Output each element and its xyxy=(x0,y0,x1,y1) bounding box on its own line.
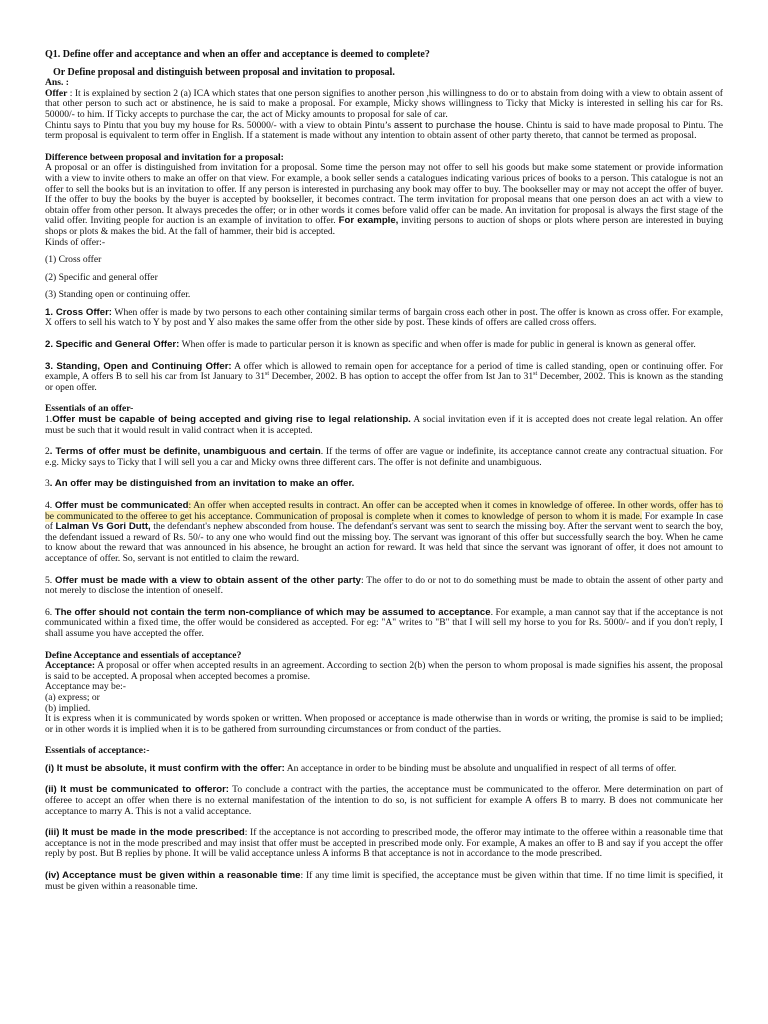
item-number: 4. xyxy=(45,500,55,511)
essential-text: . If the terms of offer are vague or indefinite, its acceptance cannot create any contractual situation. For e.g. Micky says to Ticky that I will sell you a car and Micky owns three different cars. The offer is not definite and unambiguous. xyxy=(45,446,723,468)
answer-label: Ans. : xyxy=(45,77,69,89)
essential-label: (iii) It must be made in the mode prescribed xyxy=(45,827,245,839)
item-number: 6. xyxy=(45,606,55,618)
essential-label: Offer must be made with a view to obtain assent of the other party xyxy=(54,574,362,586)
cross-offer-text: When offer is made by two persons to each other containing similar terms of bargain cross each other in post. The offer is known as cross offer. For example, X offers to sell his watch to Y by post and Y also makes the same offer from the other side by post. These kinds of offers are called cross offers. xyxy=(45,306,723,329)
cross-offer-label: 1. Cross Offer: xyxy=(45,306,112,318)
essential-3 xyxy=(45,479,723,490)
essential-text: : The offer to do or not to do something must be made to obtain the assent of other party and not merely to disclose the intention of oneself. xyxy=(45,574,724,597)
essential-text: A social invitation even if it is accepted does not create legal relation. An offer must be such that it would result in valid contract when it is accepted. xyxy=(45,414,723,436)
offer-paragraph xyxy=(45,89,723,121)
kind-item: (2) Specific and general offer xyxy=(45,271,158,283)
essential-label: . An offer may be distinguished from an invitation to make an offer. xyxy=(49,478,355,490)
specific-offer-text: When offer is made to particular person it is known as specific and when offer is made for public in general is known as general offer. xyxy=(179,339,696,351)
essential-2 xyxy=(45,447,723,468)
item-number: 5. xyxy=(45,574,55,586)
difference-heading: Difference between proposal and invitation for a proposal: xyxy=(45,151,284,163)
essential-label: (iv) Acceptance must be given within a reasonable time xyxy=(45,870,301,882)
chintu-text-a: Chintu says to Pintu that you buy my house for Rs. 50000/- with a view to obtain Pintu’s xyxy=(45,119,394,131)
essential-label: (i) It must be absolute, it must confirm with the offer: xyxy=(45,762,285,774)
acceptance-may-be: Acceptance may be:- xyxy=(45,681,126,693)
kind-item: (1) Cross offer xyxy=(45,254,102,266)
chintu-paragraph xyxy=(45,121,723,142)
essential-1 xyxy=(45,415,723,436)
offer-label: Offer xyxy=(45,87,68,99)
acceptance-essentials-heading: Essentials of acceptance:- xyxy=(45,745,150,757)
essential-label: Offer must be communicated xyxy=(54,500,189,511)
ordinal-sup: st xyxy=(533,371,538,378)
essentials-heading: Essentials of an offer- xyxy=(45,403,134,415)
item-number: 2 xyxy=(45,446,50,458)
standing-offer-text: December, 2002. This is known as the standing or open offer. xyxy=(45,371,723,393)
essential-label: (ii) It must be communicated to offeror: xyxy=(45,784,230,796)
express-paragraph: It is express when it is communicated by words spoken or written. When proposed or acceptance is made otherwise than in words or writing, the promise is said to be implied; or in other words it is implied when it is to be gathered from surrounding circumstances or from conduct of the parties. xyxy=(45,713,723,735)
question-alt: Or Define proposal and distinguish between proposal and invitation to proposal. xyxy=(53,66,395,78)
standing-offer-label: 3. Standing, Open and Continuing Offer: xyxy=(45,360,232,372)
acceptance-paragraph xyxy=(45,661,723,682)
standing-offer-paragraph xyxy=(45,362,723,394)
essential-5 xyxy=(45,576,723,597)
essential-text: For example In case of xyxy=(45,510,724,533)
acceptance-essential-3 xyxy=(45,828,723,860)
essential-6 xyxy=(45,608,723,640)
ordinal-sup: st xyxy=(265,371,270,378)
essential-text: To conclude a contract with the parties, the acceptance must be communicated to the offeror. Mere determination on part of offeree to accept an offer when there is no external manifestation of the intention to do so, is not sufficient for example A offers B to marry. B does not communicate her acceptance to marry A. This is not a valid acceptance. xyxy=(45,784,723,817)
item-number: 1. xyxy=(45,414,53,426)
case-name: Lalman Vs Gori Dutt, xyxy=(55,521,151,533)
essential-label: The offer should not contain the term non-compliance of which may be assumed to acceptance xyxy=(54,606,491,618)
essential-text: the defendant's nephew absconded from house. The defendant's servant was sent to search the missing boy. After the servant went to search the boy, the defendant issued a reward of Rs. 50/- to any one who would find out the missing boy. The servant was ignorant of this offer but successfully search the boy. When he came to know about the reward that was announced in his absence, he brought an action for reward. It was held that since the servant was ignorant of offer, it does not amount to acceptance of offer. So, servant is not entitled to claim the reward. xyxy=(45,521,723,564)
acceptance-heading: Define Acceptance and essentials of acceptance? xyxy=(45,649,242,661)
for-example-label: For example, xyxy=(338,215,399,227)
item-number: 3 xyxy=(45,478,50,490)
question-title: Q1. Define offer and acceptance and when an offer and acceptance is deemed to complete? xyxy=(45,49,430,60)
chintu-text-c: . Chintu is said to have made proposal to Pintu. The term proposal is equivalent to term offer in English. If a statement is made without any intention to obtain assent of other party thereto, that cannot be termed as proposal. xyxy=(45,119,724,142)
kinds-heading: Kinds of offer:- xyxy=(45,236,106,248)
offer-text: : It is explained by section 2 (a) ICA which states that one person signifies to another person ,his willingness to do or to abstain from doing with a view to obtain assent of that other person to such act or abstinence, he is said to make a proposal. For example, Micky shows willingness to Ticky that Micky is interested in selling his car for Rs. 50000/- to him. If Ticky accepts to purchase the car, the act of Micky amounts to proposal for sale of car. xyxy=(45,87,723,120)
highlighted-text: : An offer when accepted results in contract. An offer can be accepted when it comes in knowledge of offeree. In other words, offer has to be communicated to the offeree to get his acceptance. Communication of proposal is complete when it comes to knowledge of person to whom it is made. xyxy=(45,500,724,522)
essential-text: : If any time limit is specified, the acceptance must be given within that time. If no time limit is specified, it must be given within a reasonable time. xyxy=(45,870,723,892)
essential-text: . For example, a man cannot say that if the acceptance is not communicated within a fixed time, the offer would be considered as accepted. For eg: "A" writes to "B" that I will sell my horse to you for Rs. 5000/- and if you don't reply, I shall assume you have accepted the offer. xyxy=(45,606,723,639)
chintu-text-b: assent to purchase the house xyxy=(393,119,522,131)
acceptance-label: Acceptance: xyxy=(45,660,96,672)
kind-item: (3) Standing open or continuing offer. xyxy=(45,289,191,301)
difference-body: A proposal or an offer is distinguished from invitation for a proposal. Some time the person may not offer to sell his goods but make some statement or provide information with a view to invite others to make an offer on that view. For example, a book seller sends a catalogues indicating various prices of books to a person. This catalogue is not an offer to sell the books but is an invitation to offer. If any person is interested in purchasing any book may offer to buy. The bookseller may or may not accept the offer of buyer. If the offer to buy the books by the buyer is accepted by bookseller, it becomes contract. The term invitation for proposal means that one person does an act with a view to obtain offer from other person. It always precedes the offer; or in other words it comes before valid offer can be made. An invitation for proposal is always the first stage of the valid offer. Inviting people for auction is an example of invitation to offer. xyxy=(45,162,723,227)
essential-4 xyxy=(45,501,723,565)
essential-text: : If the acceptance is not according to prescribed mode, the offeror may intimate to the offeree within a reasonable time that acceptance is not in the mode prescribed and may insist that offer must be accepted in prescribed mode only. For example, A makes an offer to B and say if you accept the offer reply by post. But B replies by phone. It will be valid acceptance unless A informs B that acceptance is not in accordance to the mode prescribed. xyxy=(45,827,723,860)
acceptance-essential-1 xyxy=(45,764,723,775)
difference-body-end: inviting persons to auction of shops or plots where person are interested in buying shops or plots & makes the bid. At the fall of hammer, their bid is accepted. xyxy=(45,215,723,237)
essential-label: Offer must be capable of being accepted and giving rise to legal relationship. xyxy=(52,414,411,426)
difference-paragraph xyxy=(45,163,723,237)
essential-text: An acceptance in order to be binding must be absolute and unqualified in respect of all terms of offer. xyxy=(284,762,677,774)
acceptance-essential-2 xyxy=(45,785,723,817)
standing-offer-text: A offer which is allowed to remain open for acceptance for a period of time is called standing, open or continuing offer. For example, A offers B to sell his car from Ist January to 31 xyxy=(45,360,723,383)
acceptance-type: (b) implied. xyxy=(45,702,91,714)
cross-offer-paragraph xyxy=(45,308,723,329)
acceptance-text: A proposal or offer when accepted results in an agreement. According to section 2(b) when the person to whom proposal is made signifies his assent, the proposal is said to be accepted. A proposal when accepted becomes a promise. xyxy=(45,660,723,682)
acceptance-essential-4 xyxy=(45,871,723,892)
specific-offer-label: 2. Specific and General Offer: xyxy=(45,339,180,351)
specific-offer-paragraph xyxy=(45,340,723,351)
acceptance-type: (a) express; or xyxy=(45,691,100,703)
essential-label: . Terms of offer must be definite, unambiguous and certain xyxy=(49,446,321,458)
standing-offer-text: December, 2002. B has option to accept the offer from Ist Jan to 31 xyxy=(269,371,534,383)
